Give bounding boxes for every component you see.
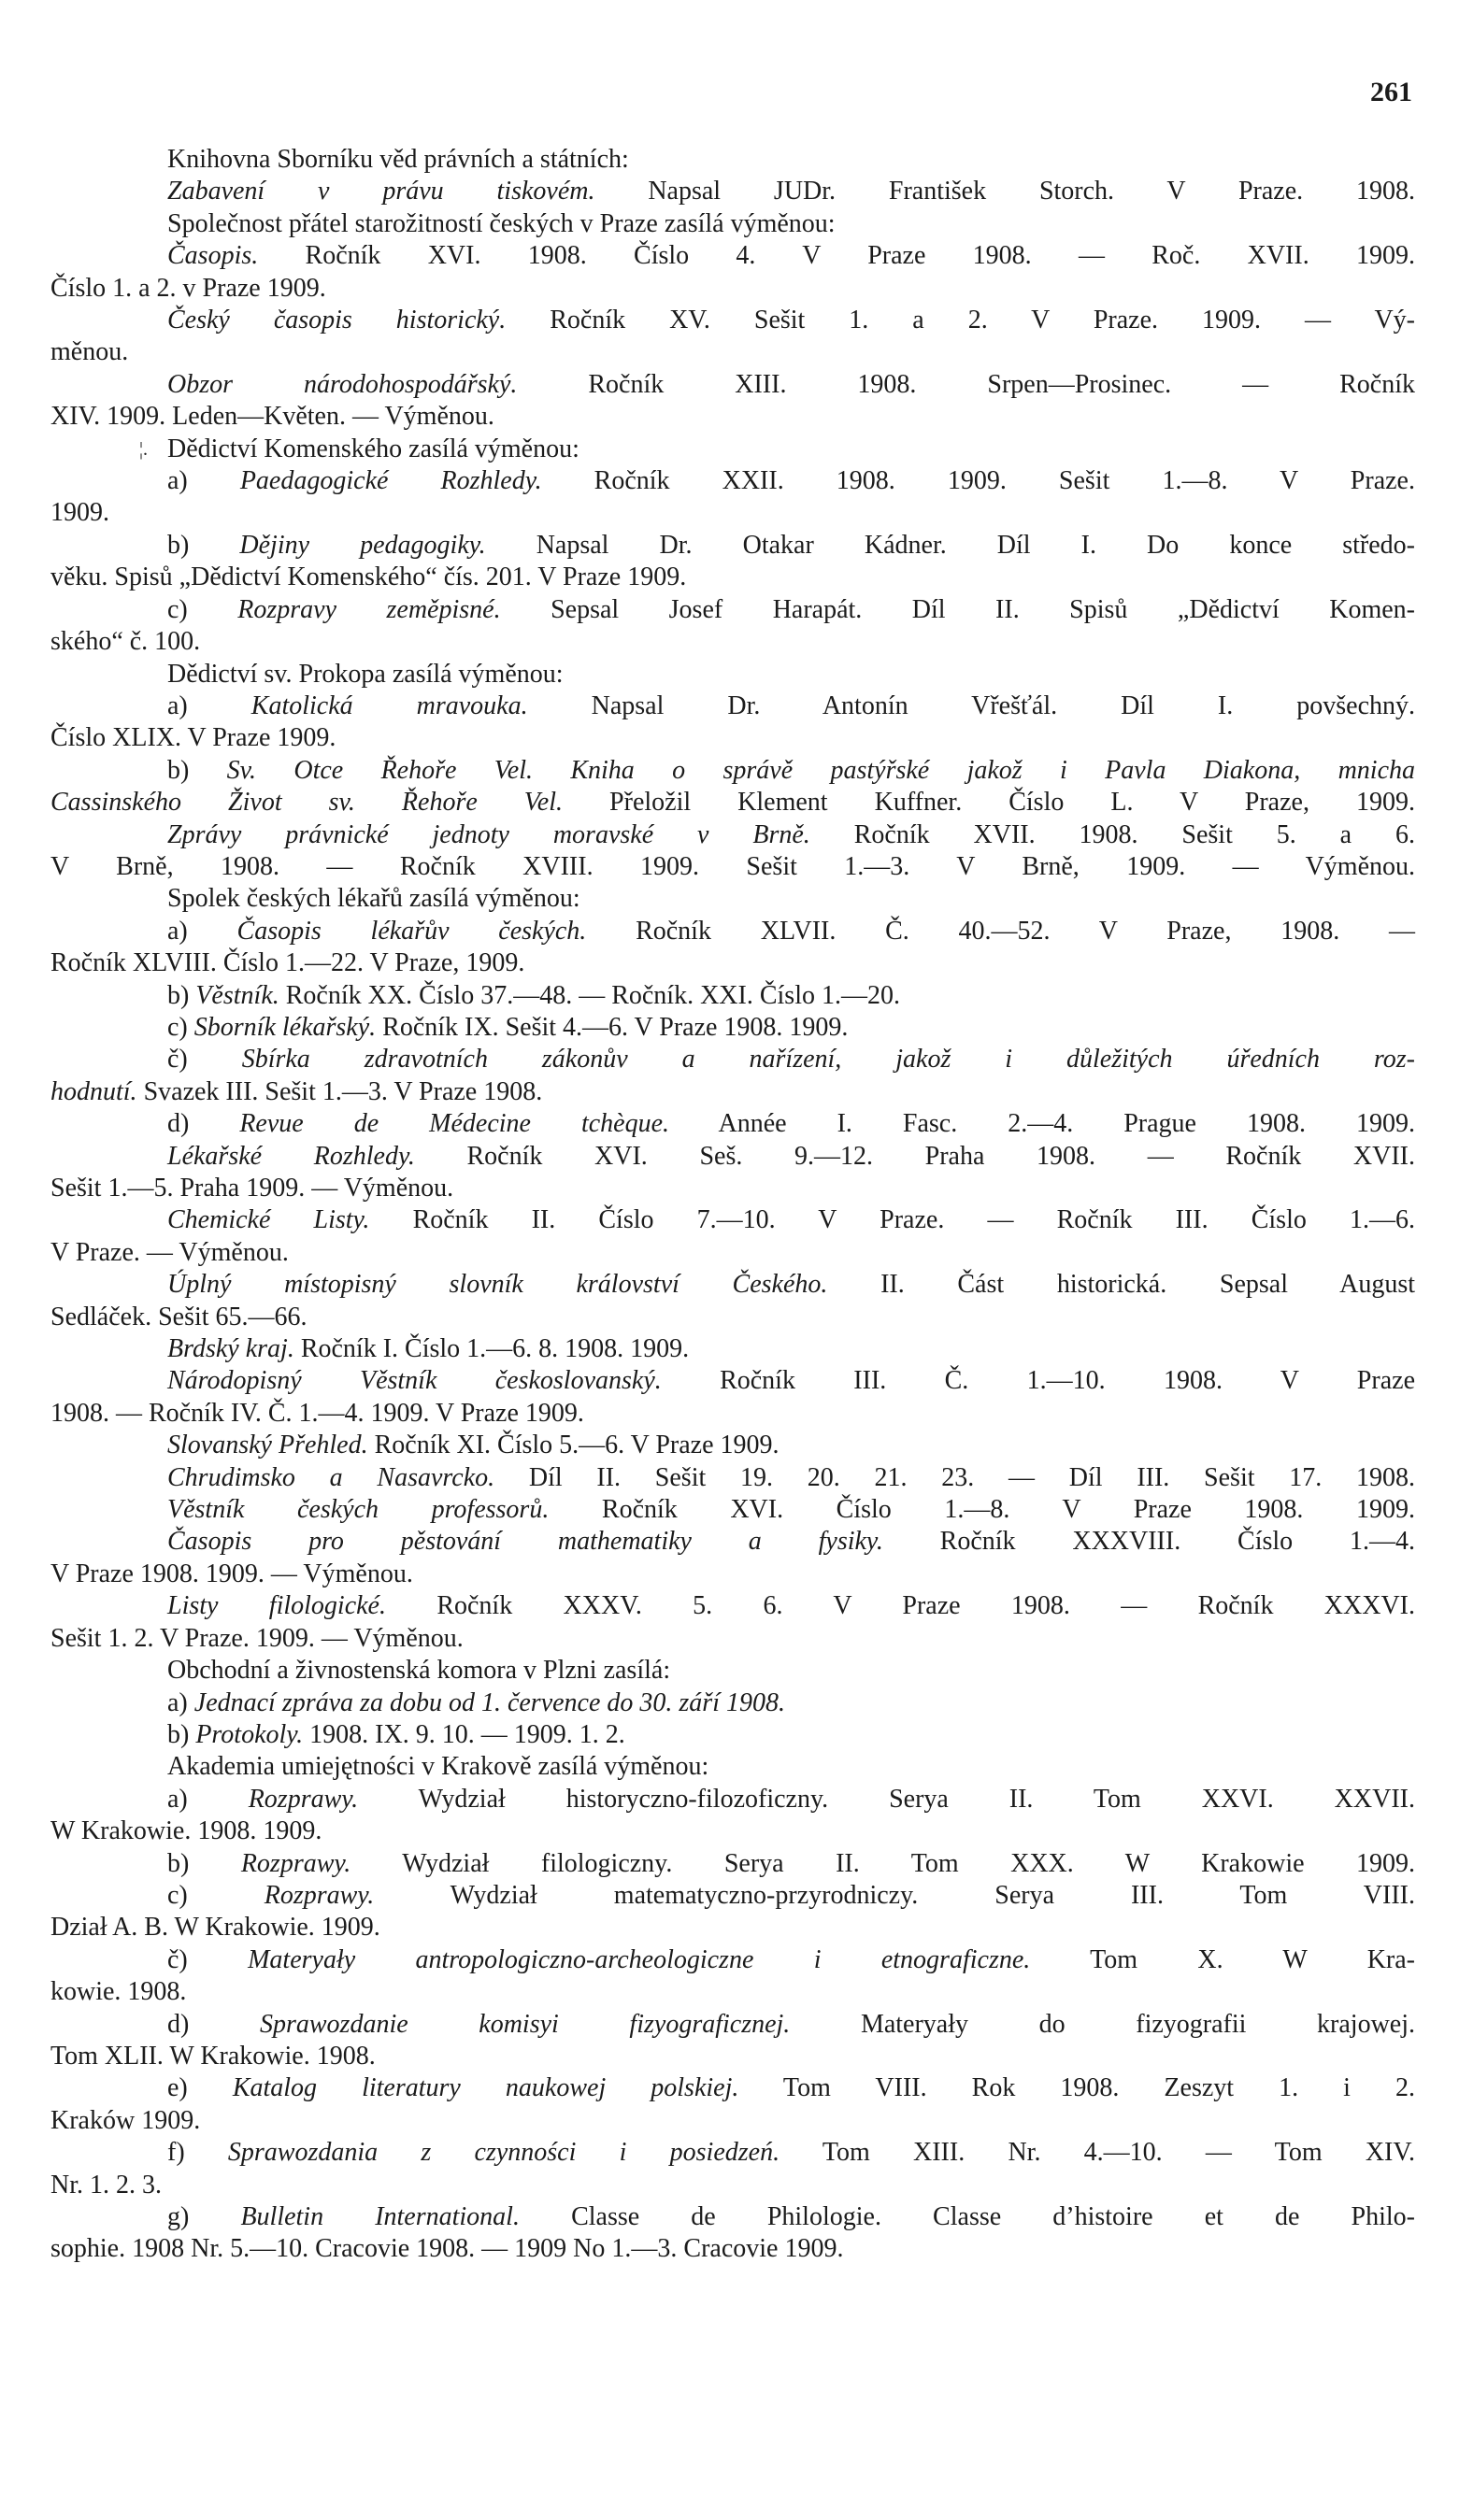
line-text: W Krakowie. 1908. 1909. — [50, 1816, 322, 1846]
line-text: Wydział filologiczny. Serya II. Tom XXX. W Krakowie 1909. — [350, 1848, 1416, 1878]
line-text: Akademia umiejętności v Krakově zasílá výměnou: — [167, 1752, 709, 1782]
title-text: Rozprawy. — [264, 1880, 375, 1910]
line-text: Tom X. W Kra- — [1030, 1944, 1415, 1974]
text-line — [50, 369, 1415, 401]
line-text: Ročník XXXV. 5. 6. V Praze 1908. — Ročník XXXVI. — [385, 1591, 1415, 1621]
line-text: a) — [167, 916, 237, 946]
title-text: Slovanský Přehled. — [167, 1431, 368, 1460]
line-text: a) — [167, 1687, 194, 1717]
line-text: 1909. — [50, 498, 109, 528]
text-line — [50, 1398, 1415, 1430]
text-line — [50, 1976, 1415, 2008]
line-text: Společnost přátel starožitností českých v Praze zasílá výměnou: — [167, 208, 836, 238]
line-text: a) — [167, 466, 240, 496]
text-line — [50, 1237, 1415, 1269]
title-text: Paedagogické Rozhledy. — [239, 466, 542, 496]
line-text: Tom VIII. Rok 1908. Zeszyt 1. i 2. — [738, 2073, 1415, 2103]
text-line — [50, 1012, 1415, 1044]
title-text: Lékařské Rozhledy. — [167, 1141, 415, 1171]
text-line — [50, 497, 1415, 529]
text-line — [50, 1590, 1415, 1622]
line-text: c) — [167, 594, 238, 624]
title-text: Rozpravy zeměpisné. — [237, 594, 501, 624]
line-text: Nr. 1. 2. 3. — [50, 2170, 162, 2200]
text-line — [50, 1751, 1415, 1783]
title-text: Chemické Listy. — [167, 1205, 370, 1235]
page-number: 261 — [1370, 77, 1412, 107]
line-text: Tom XLII. W Krakowie. 1908. — [50, 2041, 376, 2071]
title-text: Zabavení v právu tiskovém. — [167, 177, 595, 206]
text-line — [50, 1269, 1415, 1301]
line-text: c) — [167, 1880, 265, 1910]
line-text: Spolek českých lékařů zasílá výměnou: — [167, 884, 580, 914]
text-line — [50, 916, 1415, 947]
line-text: Ročník XLVII. Č. 40.—52. V Praze, 1908. — — [586, 916, 1415, 946]
text-line — [50, 787, 1415, 819]
line-text: Ročník XX. Číslo 37.—48. — Ročník. XXI. Číslo 1.—20. — [279, 980, 900, 1010]
title-text: Dějiny pedagogiky. — [239, 530, 486, 560]
line-text: Kraków 1909. — [50, 2105, 201, 2135]
text-line — [50, 240, 1415, 272]
text-line — [50, 883, 1415, 915]
title-text: Revue de Médecine tchèque. — [239, 1109, 670, 1139]
text-line — [50, 144, 1415, 176]
line-text: věku. Spisů „Dědictví Komenského“ čís. 201. V Praze 1909. — [50, 562, 687, 592]
text-line — [50, 594, 1415, 626]
title-text: Věstník českých professorů. — [167, 1495, 550, 1525]
line-text: Ročník XXXVIII. Číslo 1.—4. — [882, 1527, 1415, 1557]
line-text: Ročník XV. Sešit 1. a 2. V Praze. 1909. — Vý- — [506, 306, 1415, 335]
text-line — [50, 1462, 1415, 1494]
title-text: Časopis lékařův českých. — [236, 916, 587, 946]
line-text: Napsal JUDr. František Storch. V Praze. 1908. — [594, 177, 1415, 206]
text-line — [50, 755, 1415, 787]
line-text: ského“ č. 100. — [50, 627, 201, 657]
text-line — [50, 851, 1415, 883]
body-text — [50, 144, 1415, 2266]
line-text: Číslo 1. a 2. v Praze 1909. — [50, 273, 326, 303]
title-text: Sborník lékařský. — [193, 1012, 377, 1042]
line-text: Sešit 1. 2. V Praze. 1909. — Výměnou. — [50, 1623, 464, 1653]
text-line — [50, 1173, 1415, 1204]
title-text: Sv. Otce Řehoře Vel. Kniha o správě pastýřské jakož i Pavla Diakona, mnicha — [226, 755, 1415, 785]
line-text: Materyały do fizyografii krajowej. — [790, 2009, 1416, 2039]
title-text: Sbírka zdravotních zákonův a nařízení, jakož i důležitých úředních roz- — [241, 1045, 1415, 1075]
text-line — [50, 562, 1415, 593]
line-text: b) — [167, 530, 240, 560]
text-line — [50, 1204, 1415, 1236]
title-text: Materyały antropologiczno-archeologiczne i etnograficzne. — [248, 1944, 1031, 1974]
line-text: kowie. 1908. — [50, 1977, 187, 2007]
text-line — [50, 1494, 1415, 1526]
line-text: c) — [167, 1012, 194, 1042]
title-text: Brdský kraj. — [167, 1334, 294, 1364]
line-text: č) — [167, 1944, 249, 1974]
text-line — [50, 2201, 1415, 2233]
title-text: Listy filologické. — [167, 1591, 386, 1621]
title-text: Protokoly. — [195, 1719, 304, 1749]
line-text: a) — [167, 1784, 249, 1814]
line-text: č) — [167, 1045, 242, 1075]
line-text: Ročník I. Číslo 1.—6. 8. 1908. 1909. — [293, 1334, 690, 1364]
line-text: Napsal Dr. Otakar Kádner. Díl I. Do konce středo- — [485, 530, 1416, 560]
text-line — [50, 1815, 1415, 1847]
text-line — [50, 2170, 1415, 2201]
line-text: g) — [167, 2202, 241, 2231]
line-text: f) — [167, 2138, 228, 2168]
line-text: V Praze 1908. 1909. — Výměnou. — [50, 1559, 413, 1588]
text-line — [50, 208, 1415, 240]
title-text: Cassinského Život sv. Řehoře Vel. — [50, 788, 564, 818]
title-text: Zprávy právnické jednoty moravské v Brně. — [167, 819, 810, 849]
line-text: Ročník III. Č. 1.—10. 1908. V Praze — [661, 1366, 1415, 1396]
line-text: Wydział matematyczno-przyrodniczy. Serya III. Tom VIII. — [374, 1880, 1415, 1910]
text-line — [50, 401, 1415, 433]
title-text: Sprawozdanie komisyi fizyograficznej. — [259, 2009, 791, 2039]
text-line — [50, 1076, 1415, 1108]
text-line — [50, 434, 1415, 465]
title-text: Rozprawy. — [240, 1848, 351, 1878]
text-line — [50, 1623, 1415, 1655]
line-text: Díl II. Sešit 19. 20. 21. 23. — Díl III. Sešit 17. 1908. — [494, 1462, 1416, 1492]
title-text: Chrudimsko a Nasavrcko. — [167, 1462, 495, 1492]
title-text: Sprawozdania z czynności i posiedzeń. — [227, 2138, 780, 2168]
line-text: Sepsal Josef Harapát. Díl II. Spisů „Dědictví Komen- — [500, 594, 1416, 624]
line-text: Knihovna Sborníku věd právních a státních: — [167, 145, 629, 174]
text-line — [50, 1719, 1415, 1751]
line-text: Ročník XVI. Seš. 9.—12. Praha 1908. — Ročník XVII. — [414, 1141, 1415, 1171]
line-text: 1908. — Ročník IV. Č. 1.—4. 1909. V Praze 1909. — [50, 1398, 584, 1428]
line-text: měnou. — [50, 337, 129, 367]
line-text: Svazek III. Sešit 1.—3. V Praze 1908. — [136, 1076, 543, 1106]
text-line — [50, 1108, 1415, 1140]
line-text: Sedláček. Sešit 65.—66. — [50, 1302, 308, 1331]
text-line — [50, 305, 1415, 336]
line-text: Wydział historyczno-filozoficzny. Serya II. Tom XXVI. XXVII. — [358, 1784, 1415, 1814]
title-text: Časopis pro pěstování mathematiky a fysiky. — [167, 1527, 883, 1557]
line-text: Ročník IX. Sešit 4.—6. V Praze 1908. 1909. — [376, 1012, 849, 1042]
title-text: Jednací zpráva za dobu od 1. července do 30. září 1908. — [193, 1687, 785, 1717]
text-line — [50, 722, 1415, 754]
title-text: Obzor národohospodářský. — [167, 369, 518, 399]
title-text: Časopis. — [167, 241, 259, 271]
line-text: V Brně, 1908. — Ročník XVIII. 1909. Sešit 1.—3. V Brně, 1909. — Výměnou. — [50, 851, 1415, 881]
line-text: Tom XIII. Nr. 4.—10. — Tom XIV. — [780, 2138, 1415, 2168]
title-text: Bulletin International. — [240, 2202, 520, 2231]
line-text: Ročník XVII. 1908. Sešit 5. a 6. — [809, 819, 1416, 849]
text-line — [50, 947, 1415, 979]
text-line — [50, 626, 1415, 658]
line-text: Ročník XVI. 1908. Číslo 4. V Praze 1908. — Roč. XVII. 1909. — [258, 241, 1415, 271]
line-text: XIV. 1909. Leden—Květen. — Výměnou. — [50, 402, 494, 432]
text-line — [50, 980, 1415, 1012]
title-text: Katalog literatury naukowej polskiej. — [232, 2073, 739, 2103]
text-line — [50, 176, 1415, 207]
line-text: b) — [167, 1848, 241, 1878]
text-line — [50, 273, 1415, 305]
line-text: d) — [167, 1109, 240, 1139]
line-text: d) — [167, 2009, 260, 2039]
text-line — [50, 819, 1415, 851]
line-text: Sešit 1.—5. Praha 1909. — Výměnou. — [50, 1174, 454, 1203]
text-line — [50, 1141, 1415, 1173]
line-text: Ročník XIII. 1908. Srpen—Prosinec. — Ročník — [517, 369, 1415, 399]
line-text: Obchodní a živnostenská komora v Plzni zasílá: — [167, 1656, 671, 1686]
text-line — [50, 2233, 1415, 2265]
line-text: Ročník II. Číslo 7.—10. V Praze. — Ročník III. Číslo 1.—6. — [369, 1205, 1415, 1235]
text-line — [50, 2137, 1415, 2169]
title-text: Věstník. — [195, 980, 279, 1010]
line-text: Ročník XXII. 1908. 1909. Sešit 1.—8. V Praze. — [541, 466, 1415, 496]
text-line — [50, 336, 1415, 368]
line-text: Année I. Fasc. 2.—4. Prague 1908. 1909. — [669, 1109, 1415, 1139]
text-line — [50, 1912, 1415, 1943]
line-text: II. Část historická. Sepsal August — [827, 1270, 1415, 1300]
text-line — [50, 2105, 1415, 2137]
line-text: a) — [167, 691, 251, 720]
text-line — [50, 465, 1415, 497]
text-line — [50, 659, 1415, 691]
text-line — [50, 530, 1415, 562]
text-line — [50, 1944, 1415, 1976]
line-text: V Praze. — Výměnou. — [50, 1237, 289, 1267]
text-line — [50, 1365, 1415, 1397]
margin-mark: ¦. — [139, 438, 149, 460]
text-line — [50, 1430, 1415, 1461]
line-text: 1908. IX. 9. 10. — 1909. 1. 2. — [303, 1719, 625, 1749]
text-line — [50, 1526, 1415, 1558]
line-text: Napsal Dr. Antonín Vřešťál. Díl I. povšechný. — [527, 691, 1415, 720]
line-text: Dział A. B. W Krakowie. 1909. — [50, 1913, 380, 1943]
title-text: Úplný místopisný slovník království Českého. — [167, 1270, 828, 1300]
text-line — [50, 2072, 1415, 2104]
text-line — [50, 691, 1415, 722]
text-line — [50, 1687, 1415, 1719]
title-text: hodnutí. — [50, 1076, 137, 1106]
line-text: Ročník XLVIII. Číslo 1.—22. V Praze, 1909. — [50, 948, 525, 978]
text-line — [50, 1880, 1415, 1912]
text-line — [50, 1044, 1415, 1075]
line-text: Přeložil Klement Kuffner. Číslo L. V Praze, 1909. — [563, 788, 1415, 818]
title-text: Rozprawy. — [248, 1784, 359, 1814]
text-line — [50, 1559, 1415, 1590]
title-text: Český časopis historický. — [167, 306, 507, 335]
line-text: b) — [167, 1719, 196, 1749]
line-text: Dědictví sv. Prokopa zasílá výměnou: — [167, 659, 564, 689]
title-text: Národopisný Věstník českoslovanský. — [167, 1366, 662, 1396]
line-text: Číslo XLIX. V Praze 1909. — [50, 723, 336, 753]
line-text: b) — [167, 980, 196, 1010]
line-text: sophie. 1908 Nr. 5.—10. Cracovie 1908. — 1909 No 1.—3. Cracovie 1909. — [50, 2234, 844, 2264]
line-text: Classe de Philologie. Classe d’histoire et de Philo- — [519, 2202, 1415, 2231]
line-text: Ročník XI. Číslo 5.—6. V Praze 1909. — [367, 1431, 780, 1460]
line-text: Dědictví Komenského zasílá výměnou: — [167, 434, 579, 463]
text-line — [50, 1784, 1415, 1815]
line-text: Ročník XVI. Číslo 1.—8. V Praze 1908. 1909. — [549, 1495, 1415, 1525]
text-line — [50, 2041, 1415, 2072]
line-text: b) — [167, 755, 227, 785]
line-text: e) — [167, 2073, 233, 2103]
text-line — [50, 2009, 1415, 2041]
text-line — [50, 1848, 1415, 1880]
text-line — [50, 1655, 1415, 1687]
text-line — [50, 1302, 1415, 1333]
text-line — [50, 1333, 1415, 1365]
title-text: Katolická mravouka. — [250, 691, 528, 720]
